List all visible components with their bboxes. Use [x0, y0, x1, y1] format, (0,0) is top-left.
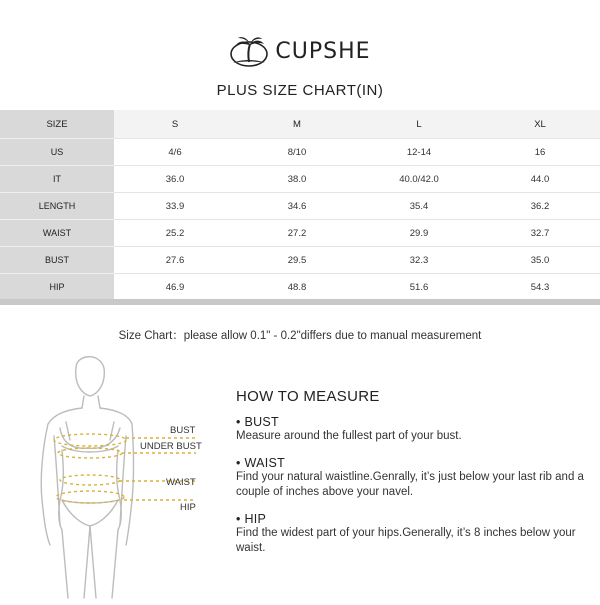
measure-item-description: Find the widest part of your hips.Generally, it’s 8 inches below your waist. — [236, 527, 576, 554]
body-silhouette-icon — [0, 350, 230, 600]
how-to-measure-title: HOW TO MEASURE — [236, 388, 380, 405]
table-cell: 33.9 — [114, 193, 236, 220]
header-cell: XL — [480, 110, 600, 139]
table-row — [0, 166, 600, 193]
table-row — [0, 247, 600, 274]
row-label: BUST — [0, 247, 114, 274]
table-header-row — [0, 110, 600, 139]
measure-item-heading: • HIP — [236, 512, 267, 526]
body-figure — [0, 350, 230, 605]
row-label: IT — [0, 166, 114, 193]
measure-item-bust — [236, 415, 596, 444]
table-cell: 32.3 — [358, 247, 480, 274]
measurement-note: Size Chart：please allow 0.1" - 0.2"differs due to manual measurement — [118, 330, 482, 342]
figure-label-waist: WAIST — [166, 477, 196, 488]
size-table — [0, 110, 600, 301]
table-cell: 29.9 — [358, 220, 480, 247]
table-row — [0, 139, 600, 166]
table-cell: 34.6 — [236, 193, 358, 220]
header-cell: SIZE — [0, 110, 114, 139]
measure-item-description: Find your natural waistline.Genrally, it’s just below your last rib and a couple of inches above your navel. — [236, 471, 584, 498]
brand-header — [0, 34, 600, 68]
row-label: WAIST — [0, 220, 114, 247]
table-cell: 44.0 — [480, 166, 600, 193]
figure-label-under-bust: UNDER BUST — [140, 441, 202, 452]
figure-label-hip: HIP — [180, 502, 196, 513]
row-label: HIP — [0, 274, 114, 301]
table-cell: 38.0 — [236, 166, 358, 193]
measure-item-waist — [236, 456, 596, 500]
header-cell: S — [114, 110, 236, 139]
row-label: LENGTH — [0, 193, 114, 220]
measure-item-description: Measure around the fullest part of your bust. — [236, 430, 462, 442]
table-cell: 36.2 — [480, 193, 600, 220]
table-cell: 54.3 — [480, 274, 600, 301]
measure-item-hip — [236, 512, 596, 556]
measure-item-heading: • WAIST — [236, 456, 286, 470]
chart-title: PLUS SIZE CHART(IN) — [216, 82, 384, 99]
table-cell: 46.9 — [114, 274, 236, 301]
table-cell: 27.6 — [114, 247, 236, 274]
table-cell: 40.0/42.0 — [358, 166, 480, 193]
brand-name: CUPSHE — [275, 38, 371, 64]
header-cell: L — [358, 110, 480, 139]
table-cell: 8/10 — [236, 139, 358, 166]
table-row — [0, 274, 600, 301]
table-cell: 4/6 — [114, 139, 236, 166]
divider-band — [0, 299, 600, 305]
table-cell: 27.2 — [236, 220, 358, 247]
table-row — [0, 193, 600, 220]
table-cell: 35.0 — [480, 247, 600, 274]
table-row — [0, 220, 600, 247]
table-cell: 25.2 — [114, 220, 236, 247]
table-cell: 35.4 — [358, 193, 480, 220]
row-label: US — [0, 139, 114, 166]
table-cell: 36.0 — [114, 166, 236, 193]
header-cell: M — [236, 110, 358, 139]
palm-tree-logo-icon — [229, 34, 269, 68]
measure-item-heading: • BUST — [236, 415, 279, 429]
table-cell: 32.7 — [480, 220, 600, 247]
how-to-measure — [236, 388, 596, 568]
table-cell: 12-14 — [358, 139, 480, 166]
figure-label-bust: BUST — [170, 425, 196, 436]
table-cell: 51.6 — [358, 274, 480, 301]
table-cell: 48.8 — [236, 274, 358, 301]
table-cell: 29.5 — [236, 247, 358, 274]
table-cell: 16 — [480, 139, 600, 166]
